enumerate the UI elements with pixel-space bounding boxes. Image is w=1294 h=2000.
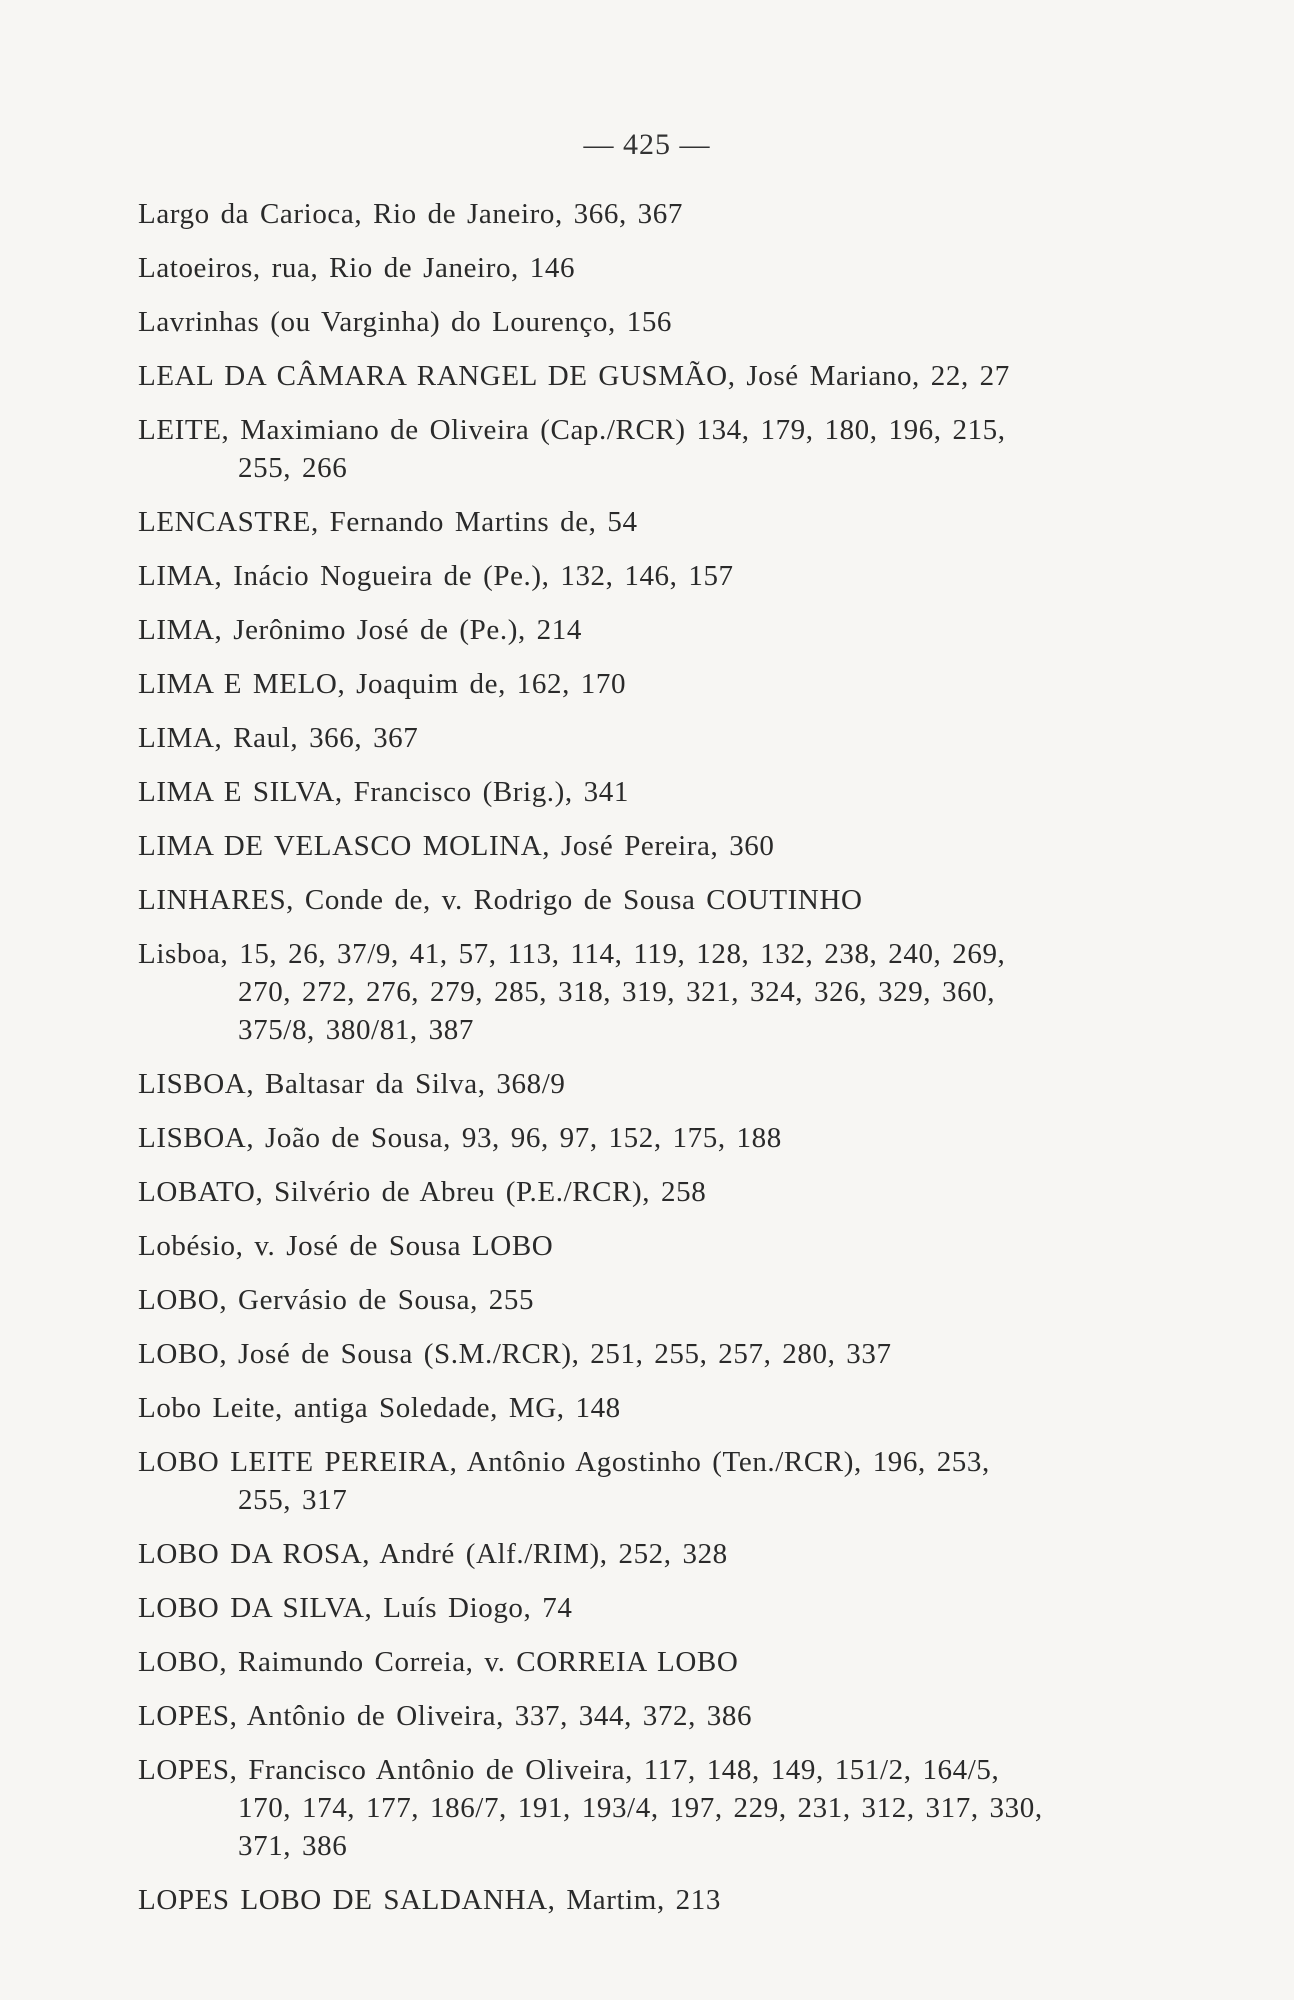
entry-line: LISBOA, João de Sousa, 93, 96, 97, 152, 175, 188 (138, 1122, 782, 1154)
index-entry (138, 881, 1198, 919)
index-entry (138, 557, 1198, 595)
index-entry (138, 1881, 1198, 1919)
entry-line: LOBO LEITE PEREIRA, Antônio Agostinho (Ten./RCR), 196, 253, (138, 1446, 990, 1478)
entry-line: LINHARES, Conde de, v. Rodrigo de Sousa COUTINHO (138, 884, 863, 916)
entry-line: LIMA DE VELASCO MOLINA, José Pereira, 360 (138, 830, 775, 862)
entry-continuation-line: 255, 266 (238, 452, 348, 484)
entry-line: LISBOA, Baltasar da Silva, 368/9 (138, 1068, 566, 1100)
entry-line: LEAL DA CÂMARA RANGEL DE GUSMÃO, José Mariano, 22, 27 (138, 360, 1010, 392)
index-entry (138, 827, 1198, 865)
index-entry (138, 773, 1198, 811)
index-entry (138, 1751, 1198, 1865)
index-entry (138, 1119, 1198, 1157)
entry-line: Latoeiros, rua, Rio de Janeiro, 146 (138, 252, 576, 284)
entry-line: LIMA, Raul, 366, 367 (138, 722, 419, 754)
index-entry (138, 303, 1198, 341)
index-entry (138, 195, 1198, 233)
entry-line: LOPES, Francisco Antônio de Oliveira, 117, 148, 149, 151/2, 164/5, (138, 1754, 1000, 1786)
index-entry (138, 357, 1198, 395)
entry-line: LIMA, Inácio Nogueira de (Pe.), 132, 146, 157 (138, 560, 734, 592)
entry-line: Lavrinhas (ou Varginha) do Lourenço, 156 (138, 306, 673, 338)
entry-line: LOBO, José de Sousa (S.M./RCR), 251, 255, 257, 280, 337 (138, 1338, 892, 1370)
index-entry (138, 1065, 1198, 1103)
index-entry (138, 1535, 1198, 1573)
entry-continuation-line: 371, 386 (238, 1830, 348, 1862)
entry-line: LOBO, Raimundo Correia, v. CORREIA LOBO (138, 1646, 739, 1678)
index-entry (138, 1643, 1198, 1681)
entry-continuation-line: 255, 317 (238, 1484, 348, 1516)
index-entry (138, 1443, 1198, 1519)
index-entry (138, 1589, 1198, 1627)
index-entry (138, 503, 1198, 541)
entry-line: Lobésio, v. José de Sousa LOBO (138, 1230, 554, 1262)
index-entry (138, 1227, 1198, 1265)
entry-continuation-line: 375/8, 380/81, 387 (238, 1014, 474, 1046)
index-entry (138, 665, 1198, 703)
entry-continuation-line: 270, 272, 276, 279, 285, 318, 319, 321, 324, 326, 329, 360, (238, 976, 996, 1008)
entry-line: LIMA, Jerônimo José de (Pe.), 214 (138, 614, 582, 646)
entry-line: LIMA E SILVA, Francisco (Brig.), 341 (138, 776, 629, 808)
entry-line: LOBO, Gervásio de Sousa, 255 (138, 1284, 535, 1316)
entry-line: LENCASTRE, Fernando Martins de, 54 (138, 506, 638, 538)
entry-line: LOBO DA SILVA, Luís Diogo, 74 (138, 1592, 573, 1624)
index-entry (138, 935, 1198, 1049)
index-entry (138, 1281, 1198, 1319)
entry-line: LEITE, Maximiano de Oliveira (Cap./RCR) 134, 179, 180, 196, 215, (138, 414, 1006, 446)
index-entry (138, 719, 1198, 757)
entry-line: Lisboa, 15, 26, 37/9, 41, 57, 113, 114, 119, 128, 132, 238, 240, 269, (138, 938, 1006, 970)
entry-line: LIMA E MELO, Joaquim de, 162, 170 (138, 668, 627, 700)
index-entry (138, 1697, 1198, 1735)
page-number: — 425 — (583, 128, 711, 161)
index-entry (138, 1335, 1198, 1373)
entry-continuation-line: 170, 174, 177, 186/7, 191, 193/4, 197, 229, 231, 312, 317, 330, (238, 1792, 1043, 1824)
index-entry (138, 1389, 1198, 1427)
entry-line: LOPES, Antônio de Oliveira, 337, 344, 372, 386 (138, 1700, 753, 1732)
index-entry (138, 1173, 1198, 1211)
entry-line: Lobo Leite, antiga Soledade, MG, 148 (138, 1392, 621, 1424)
entry-line: LOBO DA ROSA, André (Alf./RIM), 252, 328 (138, 1538, 728, 1570)
entry-line: Largo da Carioca, Rio de Janeiro, 366, 367 (138, 198, 683, 230)
index-entry (138, 411, 1198, 487)
index-entry (138, 249, 1198, 287)
entry-line: LOPES LOBO DE SALDANHA, Martim, 213 (138, 1884, 721, 1916)
index-entry (138, 611, 1198, 649)
entry-line: LOBATO, Silvério de Abreu (P.E./RCR), 258 (138, 1176, 707, 1208)
index-entries (138, 195, 1198, 1935)
